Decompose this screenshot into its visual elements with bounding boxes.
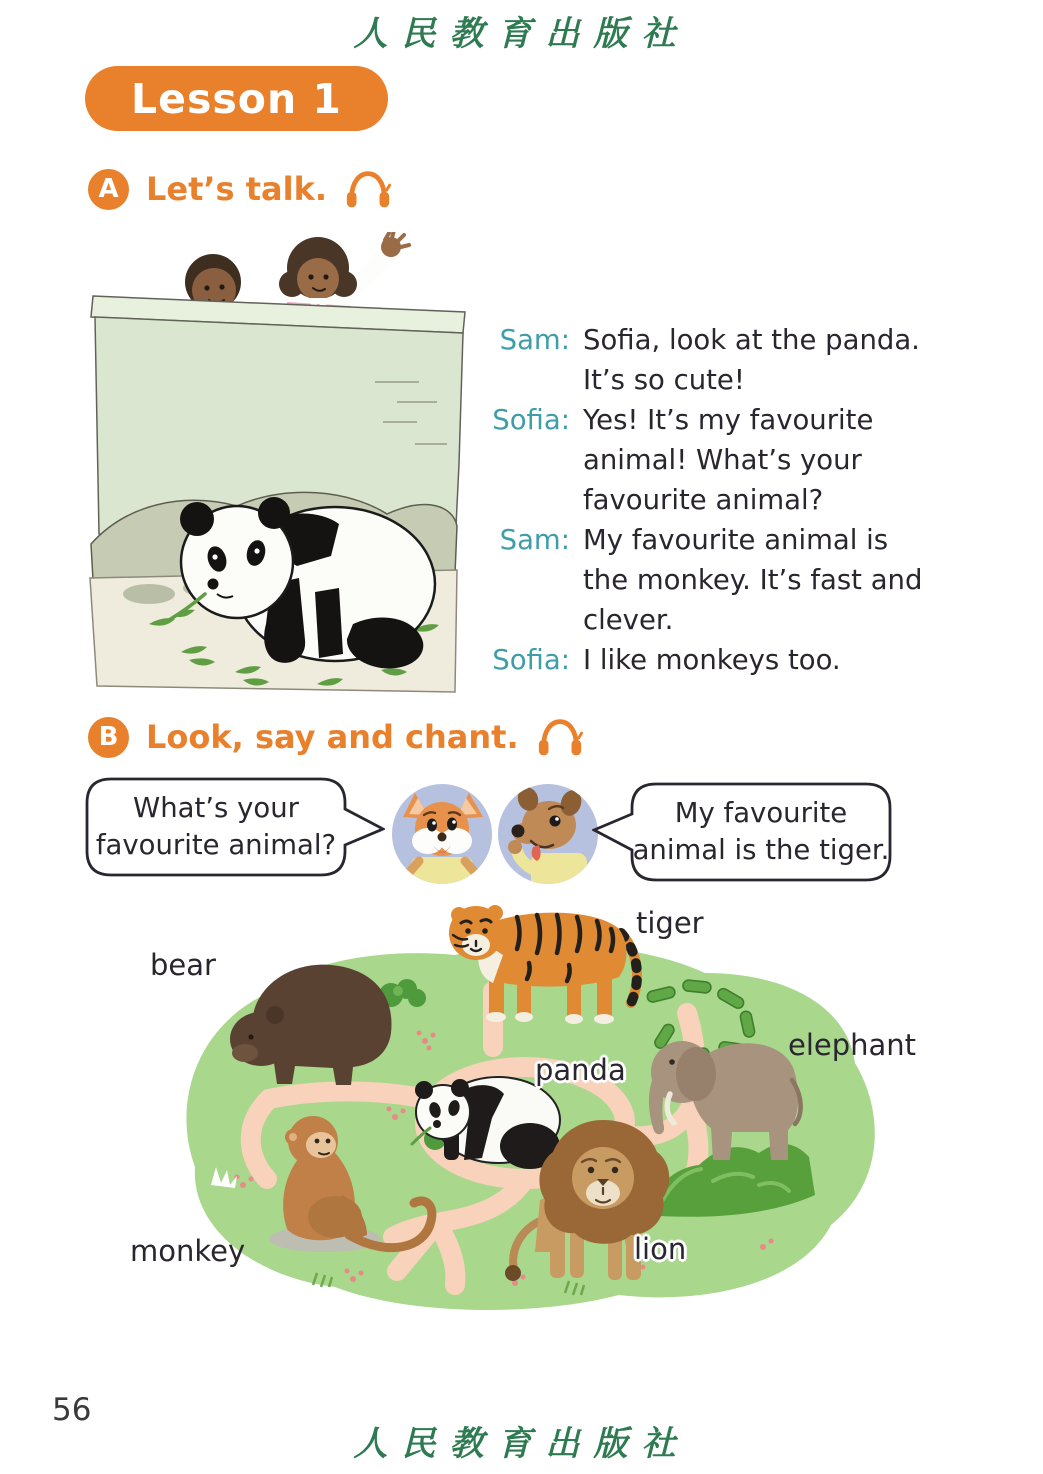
answer-line-1: My favourite xyxy=(674,797,848,829)
label-monkey: monkey xyxy=(130,1234,246,1268)
answer-speech-bubble xyxy=(592,782,892,882)
label-tiger: tiger xyxy=(636,906,704,940)
question-line-1: What’s your xyxy=(133,792,299,824)
headphones-icon xyxy=(536,715,584,759)
dialogue-line: Sofia: I like monkeys too. xyxy=(492,644,841,676)
section-a-header xyxy=(88,167,392,211)
dialogue-line: the monkey. It’s fast and xyxy=(583,564,923,596)
fox-avatar xyxy=(391,783,493,885)
section-b-title: Look, say and chant. xyxy=(146,718,519,756)
label-panda: panda xyxy=(535,1053,626,1087)
question-line-2: favourite animal? xyxy=(95,829,337,861)
section-b-badge: B xyxy=(88,717,129,758)
label-elephant: elephant xyxy=(788,1028,917,1062)
dialogue-line: clever. xyxy=(583,604,674,636)
panda-scene-illustration xyxy=(85,232,475,697)
publisher-calligraphy-bottom: 人民教育出版社 xyxy=(353,1424,690,1464)
dialogue-line: Sofia: Yes! It’s my favourite xyxy=(492,404,874,436)
page-number: 56 xyxy=(52,1392,92,1428)
label-bear: bear xyxy=(150,948,216,982)
label-lion: lion xyxy=(634,1232,687,1266)
dialogue-line: favourite animal? xyxy=(583,484,824,516)
lesson-badge-label: Lesson 1 xyxy=(131,74,342,123)
section-a-title: Let’s talk. xyxy=(146,170,328,208)
dialogue-line: animal! What’s your xyxy=(583,444,862,476)
question-speech-bubble xyxy=(85,777,385,877)
dialogue-line: Sam: My favourite animal is xyxy=(499,524,889,556)
dialogue-block xyxy=(482,320,992,680)
dialogue-line: It’s so cute! xyxy=(583,364,745,396)
headphones-icon xyxy=(344,167,392,211)
dog-avatar xyxy=(497,783,599,885)
dialogue-line: Sam: Sofia, look at the panda. xyxy=(499,324,920,356)
section-b-header xyxy=(88,715,584,759)
answer-line-2: animal is the tiger. xyxy=(632,834,890,866)
publisher-calligraphy-top: 人民教育出版社 xyxy=(353,14,690,54)
section-a-badge: A xyxy=(88,169,129,210)
lesson-badge xyxy=(85,66,388,131)
